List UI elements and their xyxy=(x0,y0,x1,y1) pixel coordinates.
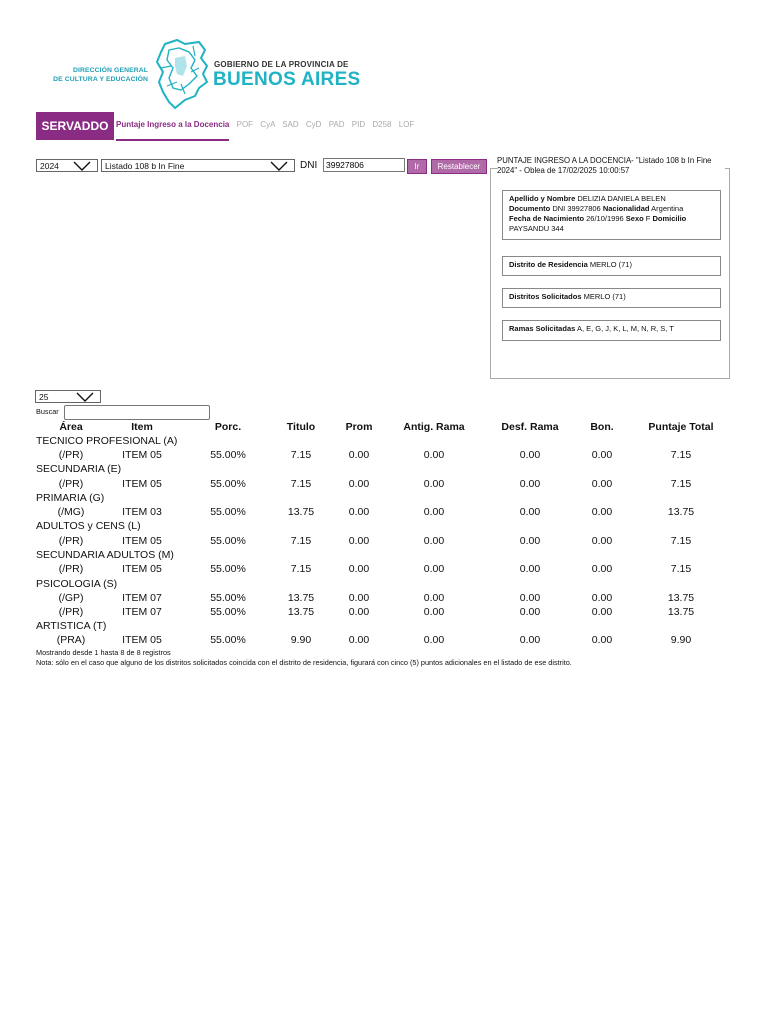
search-input[interactable] xyxy=(64,405,210,420)
table-cell: 13.75 xyxy=(287,506,315,518)
chevron-down-icon xyxy=(270,161,288,171)
buenos-aires-map-icon xyxy=(155,38,209,110)
addr-value: PAYSANDU 344 xyxy=(509,224,564,233)
area-group-label: SECUNDARIA (E) xyxy=(36,463,122,475)
table-cell: 0.00 xyxy=(423,478,445,490)
chevron-down-icon xyxy=(76,392,94,402)
area-group-label: SECUNDARIA ADULTOS (M) xyxy=(36,549,174,561)
table-cell: ITEM 07 xyxy=(122,606,162,618)
table-cell: 0.00 xyxy=(348,563,370,575)
table-cell: 0.00 xyxy=(423,592,445,604)
doc-label: Documento xyxy=(509,204,551,213)
table-cell: 0.00 xyxy=(519,478,541,490)
year-select[interactable] xyxy=(36,159,98,172)
nat-label: Nacionalidad xyxy=(602,204,650,213)
table-cell: 7.15 xyxy=(670,449,692,461)
table-cell: 0.00 xyxy=(591,535,613,547)
table-cell: 0.00 xyxy=(348,592,370,604)
name-value: DELIZIA DANIELA BELEN xyxy=(577,194,666,203)
nav-item-cyd[interactable]: CyD xyxy=(305,120,322,129)
table-cell: 0.00 xyxy=(591,563,613,575)
table-cell: 0.00 xyxy=(591,606,613,618)
table-cell: (/PR) xyxy=(58,535,84,547)
table-cell: (/PR) xyxy=(58,478,84,490)
table-cell: (/GP) xyxy=(58,592,84,604)
residence-label: Distrito de Residencia xyxy=(509,260,588,269)
table-cell: ITEM 05 xyxy=(122,535,162,547)
column-header[interactable]: Item xyxy=(131,421,153,433)
table-cell: 55.00% xyxy=(210,563,246,575)
table-cell: 0.00 xyxy=(591,506,613,518)
table-cell: (/MG) xyxy=(57,506,85,518)
table-cell: 0.00 xyxy=(519,563,541,575)
residence-value: MERLO (71) xyxy=(589,260,632,269)
branches-value: A, E, G, J, K, L, M, N, R, S, T xyxy=(576,324,674,333)
area-group-label: PSICOLOGIA (S) xyxy=(36,578,118,590)
table-cell: 0.00 xyxy=(348,606,370,618)
column-header[interactable]: Bon. xyxy=(590,421,614,433)
table-cell: 0.00 xyxy=(591,449,613,461)
table-cell: (PRA) xyxy=(56,634,86,646)
servaddo-brand-button[interactable]: SERVADDO xyxy=(36,112,114,140)
table-cell: 0.00 xyxy=(423,449,445,461)
table-cell: 0.00 xyxy=(348,634,370,646)
table-cell: 0.00 xyxy=(591,478,613,490)
table-cell: 0.00 xyxy=(519,634,541,646)
dg-line-1: DIRECCIÓN GENERAL xyxy=(73,67,148,74)
table-cell: 7.15 xyxy=(290,535,312,547)
table-cell: 55.00% xyxy=(210,634,246,646)
table-cell: (/PR) xyxy=(58,563,84,575)
table-cell: 0.00 xyxy=(348,535,370,547)
table-cell: 7.15 xyxy=(670,478,692,490)
person-card xyxy=(502,190,721,240)
table-note: Nota: sólo en el caso que alguno de los distritos solicitados coincida con el distrito de residencia, figurará con cinco (5) puntos adicionales en el listado de ese distrito. xyxy=(36,658,572,667)
gob-big-title: BUENOS AIRES xyxy=(213,69,361,90)
birth-label: Fecha de Nacimiento xyxy=(509,214,585,223)
table-cell: ITEM 05 xyxy=(122,449,162,461)
table-cell: ITEM 05 xyxy=(122,634,162,646)
year-value: 2024 xyxy=(40,160,59,171)
table-cell: 13.75 xyxy=(667,592,695,604)
table-cell: 0.00 xyxy=(348,449,370,461)
table-cell: 0.00 xyxy=(423,606,445,618)
table-cell: 0.00 xyxy=(423,535,445,547)
top-nav xyxy=(116,120,414,129)
table-cell: 13.75 xyxy=(667,606,695,618)
requested-value: MERLO (71) xyxy=(583,292,626,301)
residence-card xyxy=(502,256,721,276)
nav-item-cya[interactable]: CyA xyxy=(260,120,275,129)
table-cell: 55.00% xyxy=(210,506,246,518)
dg-line-2: DE CULTURA Y EDUCACIÓN xyxy=(53,76,148,83)
table-cell: 0.00 xyxy=(591,634,613,646)
column-header[interactable]: Prom xyxy=(345,421,373,433)
table-cell: 9.90 xyxy=(670,634,692,646)
table-cell: 55.00% xyxy=(210,449,246,461)
table-cell: 0.00 xyxy=(519,592,541,604)
chevron-down-icon xyxy=(73,161,91,171)
table-cell: ITEM 07 xyxy=(122,592,162,604)
table-cell: 0.00 xyxy=(423,563,445,575)
oblea-title: PUNTAJE INGRESO A LA DOCENCIA- "Listado 108 b In Fine 2024" - Oblea de 17/02/2025 10:00:57 xyxy=(497,156,725,176)
column-header[interactable]: Antig. Rama xyxy=(403,421,465,433)
nav-item-sad[interactable]: SAD xyxy=(282,120,299,129)
listado-select[interactable] xyxy=(101,159,295,172)
area-group-label: PRIMARIA (G) xyxy=(36,492,105,504)
sex-label: Sexo xyxy=(625,214,644,223)
table-cell: 55.00% xyxy=(210,535,246,547)
sex-value: F xyxy=(645,214,651,223)
gob-small-title: GOBIERNO DE LA PROVINCIA DE xyxy=(214,60,349,69)
table-cell: (/PR) xyxy=(58,449,84,461)
column-header[interactable]: Titulo xyxy=(286,421,316,433)
table-cell: 0.00 xyxy=(519,506,541,518)
listado-value: Listado 108 b In Fine xyxy=(105,160,185,171)
branches-card xyxy=(502,320,721,341)
table-cell: 0.00 xyxy=(423,634,445,646)
table-cell: 13.75 xyxy=(287,606,315,618)
branches-label: Ramas Solicitadas xyxy=(509,324,576,333)
column-header[interactable]: Área xyxy=(59,421,83,433)
area-group-label: TECNICO PROFESIONAL (A) xyxy=(36,435,178,447)
doc-value: DNI 39927806 xyxy=(552,204,601,213)
table-cell: 0.00 xyxy=(423,506,445,518)
table-cell: 7.15 xyxy=(670,563,692,575)
nav-item-puntaje[interactable]: Puntaje Ingreso a la Docencia xyxy=(116,120,229,141)
table-cell: 0.00 xyxy=(519,606,541,618)
nav-item-lof[interactable]: LOF xyxy=(398,120,415,129)
table-info: Mostrando desde 1 hasta 8 de 8 registros xyxy=(36,648,171,657)
table-cell: 13.75 xyxy=(667,506,695,518)
table-cell: 13.75 xyxy=(287,592,315,604)
area-group-label: ADULTOS y CENS (L) xyxy=(36,520,141,532)
table-cell: 7.15 xyxy=(290,449,312,461)
addr-label: Domicilio xyxy=(652,214,687,223)
nav-item-pid[interactable]: PID xyxy=(351,120,366,129)
table-cell: 7.15 xyxy=(670,535,692,547)
table-cell: 7.15 xyxy=(290,478,312,490)
table-cell: 0.00 xyxy=(348,478,370,490)
nav-item-d258[interactable]: D258 xyxy=(372,120,392,129)
requested-label: Distritos Solicitados xyxy=(509,292,582,301)
reset-button[interactable]: Restablecer xyxy=(431,159,487,174)
column-header[interactable]: Desf. Rama xyxy=(501,421,559,433)
requested-card xyxy=(502,288,721,308)
table-cell: 0.00 xyxy=(519,535,541,547)
nav-item-pof[interactable]: POF xyxy=(236,120,254,129)
dni-input[interactable] xyxy=(323,158,405,172)
table-cell: 0.00 xyxy=(348,506,370,518)
dg-logo-text xyxy=(44,66,148,84)
table-cell: ITEM 05 xyxy=(122,563,162,575)
birth-value: 26/10/1996 xyxy=(586,214,624,223)
table-cell: 7.15 xyxy=(290,563,312,575)
nav-item-pad[interactable]: PAD xyxy=(328,120,345,129)
table-cell: 0.00 xyxy=(591,592,613,604)
column-header[interactable]: Puntaje Total xyxy=(648,421,714,433)
search-label: Buscar xyxy=(36,407,59,416)
table-cell: 55.00% xyxy=(210,478,246,490)
table-cell: ITEM 03 xyxy=(122,506,162,518)
area-group-label: ARTISTICA (T) xyxy=(36,620,107,632)
go-button[interactable]: Ir xyxy=(407,159,427,174)
page-size-value: 25 xyxy=(39,391,49,402)
table-cell: ITEM 05 xyxy=(122,478,162,490)
dni-label: DNI xyxy=(300,160,318,171)
table-cell: 0.00 xyxy=(519,449,541,461)
page-size-select[interactable] xyxy=(35,390,101,403)
table-cell: (/PR) xyxy=(58,606,84,618)
column-header[interactable]: Porc. xyxy=(214,421,242,433)
table-cell: 9.90 xyxy=(290,634,312,646)
name-label: Apellido y Nombre xyxy=(509,194,576,203)
nat-value: Argentina xyxy=(651,204,684,213)
table-cell: 55.00% xyxy=(210,592,246,604)
table-cell: 55.00% xyxy=(210,606,246,618)
